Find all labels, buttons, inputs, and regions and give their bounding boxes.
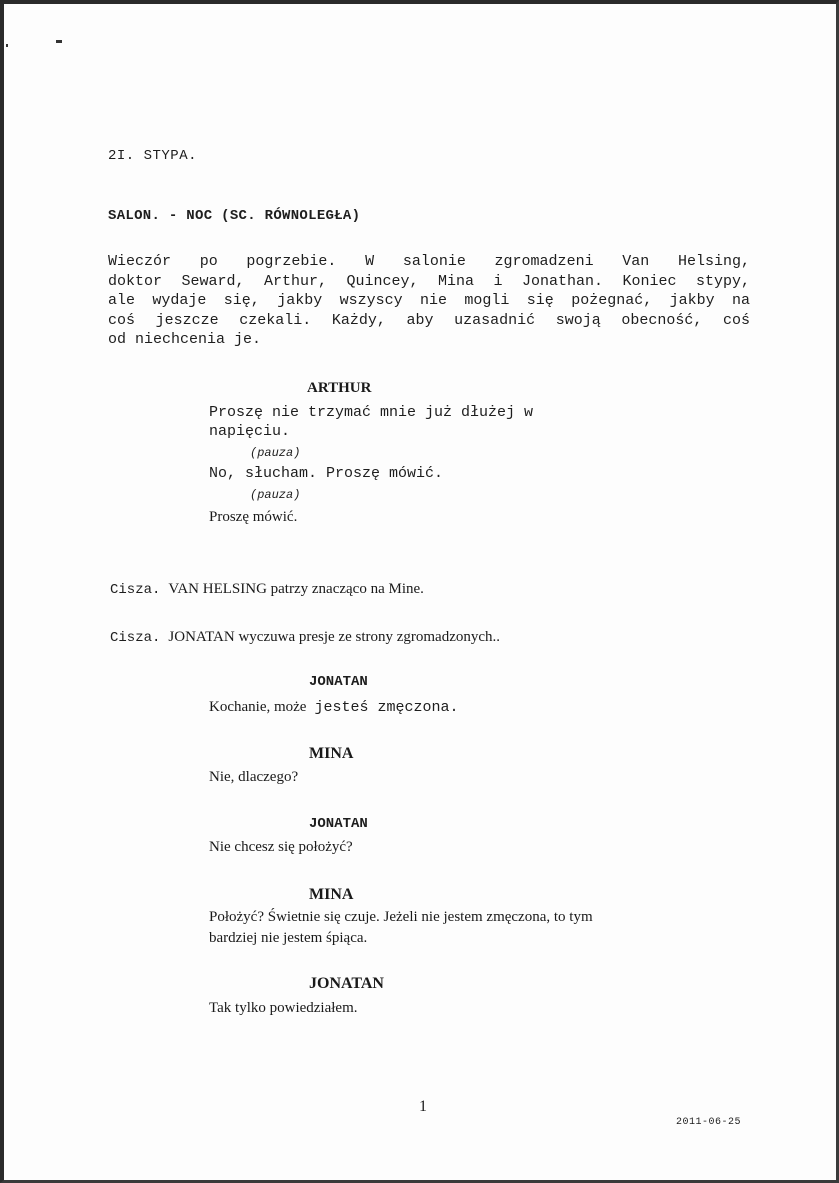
action-line: doktor Seward, Arthur, Quincey, Mina i Jonathan. Koniec stypy, bbox=[108, 272, 750, 290]
action-line: coś jeszcze czekali. Każdy, aby uzasadnić swoją obecność, coś bbox=[108, 311, 750, 329]
dialogue-text: Kochanie, może bbox=[209, 699, 307, 715]
character-name-arthur: ARTHUR bbox=[307, 380, 372, 396]
page-number: 1 bbox=[419, 1098, 427, 1115]
scan-speck bbox=[56, 40, 62, 43]
scan-speck bbox=[6, 44, 8, 47]
character-name-jonatan: JONATAN bbox=[309, 975, 384, 992]
action-text: JONATAN wyczuwa presje ze strony zgromadzonych.. bbox=[168, 629, 501, 645]
dialogue-line: Nie, dlaczego? bbox=[209, 769, 299, 785]
action-line: ale wydaje się, jakby wszyscy nie mogli się pożegnać, jakby na bbox=[108, 292, 750, 309]
action-line bbox=[110, 580, 424, 598]
action-line: od niechcenia je. bbox=[108, 331, 262, 348]
action-text: VAN HELSING patrzy znacząco na Mine. bbox=[168, 581, 424, 597]
dialogue-line: Tak tylko powiedziałem. bbox=[209, 1000, 358, 1016]
dialogue-line: Proszę mówić. bbox=[209, 509, 298, 525]
action-line bbox=[110, 628, 500, 646]
scene-heading: 2I. STYPA. bbox=[108, 148, 198, 164]
dialogue-line bbox=[209, 698, 459, 716]
character-name-mina: MINA bbox=[309, 886, 354, 903]
action-paragraph bbox=[108, 252, 750, 350]
character-name-jonatan: JONATAN bbox=[309, 674, 368, 690]
parenthetical: (pauza) bbox=[250, 446, 301, 460]
dialogue-line: No, słucham. Proszę mówić. bbox=[209, 465, 444, 482]
dialogue-text: jesteś zmęczona. bbox=[314, 699, 459, 716]
character-name-mina: MINA bbox=[309, 745, 354, 762]
action-prefix: Cisza. bbox=[110, 630, 161, 646]
footer-date: 2011-06-25 bbox=[676, 1117, 742, 1128]
dialogue-line: bardziej nie jestem śpiąca. bbox=[209, 930, 368, 946]
action-prefix: Cisza. bbox=[110, 582, 161, 598]
slugline: SALON. - NOC (SC. RÓWNOLEGŁA) bbox=[108, 208, 361, 224]
action-line: Wieczór po pogrzebie. W salonie zgromadzeni Van Helsing, bbox=[108, 253, 750, 270]
dialogue-line: Nie chcesz się położyć? bbox=[209, 839, 353, 855]
dialogue-line: Położyć? Świetnie się czuje. Jeżeli nie jestem zmęczona, to tym bbox=[209, 909, 593, 925]
parenthetical: (pauza) bbox=[250, 488, 301, 502]
dialogue-line: napięciu. bbox=[209, 423, 291, 440]
character-name-jonatan: JONATAN bbox=[309, 816, 368, 832]
dialogue-line: Proszę nie trzymać mnie już dłużej w bbox=[209, 404, 534, 421]
